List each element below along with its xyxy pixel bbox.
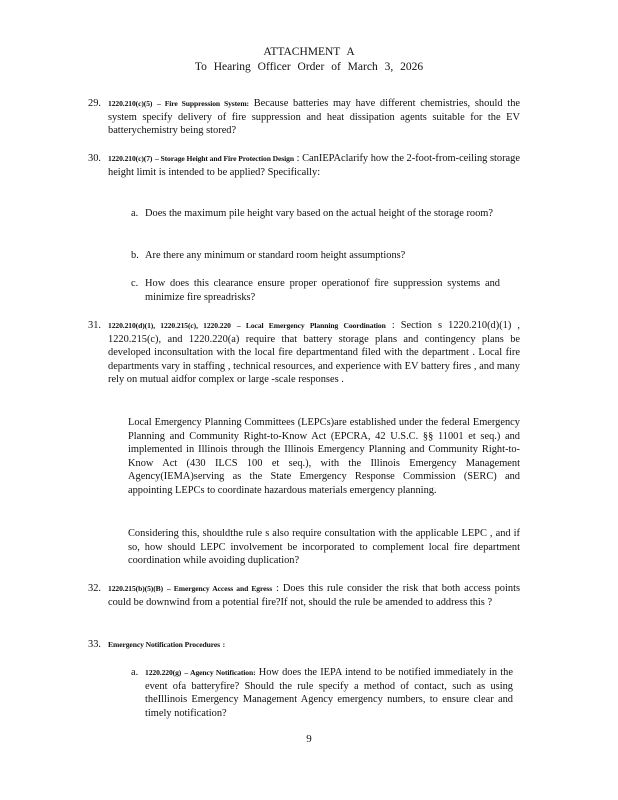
item-body (108, 319, 520, 387)
item-number: 33. (88, 639, 101, 650)
subitem-title: – Agency Notification: (184, 668, 256, 677)
item-31-paragraph-lepc: Local Emergency Planning Committees (LEPCs)are established under the federal Emergency Planning and Community Right-to-Know Act (EPCRA, 42 U.S.C. §§ 11001 et seq.) and implemented in Illinois through the Illinois Emergency Planning and Community Right-to-Know Act (430 ILCS 100 et seq.), with the Illinois Emergency Management Agency(IEMA)serving as the State Emergency Response Commission (SERC) and appointing LEPCs to coordinate hazardous materials emergency planning. (128, 417, 520, 496)
item-title: – Fire Suppression System: (157, 99, 249, 108)
item-29 (88, 97, 520, 138)
subitem-label: b. (131, 250, 139, 261)
subitem-text (145, 666, 513, 720)
item-body (108, 152, 520, 179)
item-body (108, 638, 520, 652)
item-title: – Local Emergency Planning Coordination (236, 321, 386, 330)
rule-reference: 1220.215(b)(5)(B) (108, 584, 164, 593)
section-heading: Emergency Notification Procedures (108, 640, 220, 649)
item-number: 32. (88, 583, 101, 594)
item-31 (88, 319, 520, 387)
item-text: Because batteries may have different chemistries, should the system specify delivery of fire suppression and heat dissipation agents suitable for the EV batterychemistry being stored? (108, 98, 520, 137)
subitem-30c (131, 277, 500, 304)
item-33 (88, 638, 520, 652)
item-30 (88, 152, 520, 179)
subitem-text: How does this clearance ensure proper operationof fire suppression systems and minimize fire spreadrisks? (145, 278, 500, 303)
subitem-label: a. (131, 667, 139, 678)
item-title: – Storage Height and Fire Protection Design (154, 154, 294, 163)
item-number: 30. (88, 153, 101, 164)
item-number: 31. (88, 320, 101, 331)
subitem-30a (131, 207, 500, 221)
rule-reference: 1220.210(c)(7) (108, 154, 153, 163)
rule-reference: 1220.210(c)(5) (108, 99, 153, 108)
item-31-paragraph-question: Considering this, shouldthe rule s also require consultation with the applicable LEPC , and if so, how should LEPC involvement be incorporated to complement local fire department coordination while avoiding duplication? (128, 528, 520, 567)
item-title: – Emergency Access and Egress (166, 584, 273, 593)
rule-reference: 1220.210(d)(1), 1220.215(c), 1220.220 (108, 321, 231, 330)
subitem-label: a. (131, 208, 139, 219)
item-32 (88, 582, 521, 609)
subitem-33a (131, 666, 513, 720)
subitem-body: How does the IEPA intend to be notified immediately in the event ofa batteryfire? Should the rule specify a method of contact, such as using theIllinois Emergency Management Agency emergency numbers, to ensure clear and timely notification? (145, 667, 513, 719)
item-number: 29. (88, 98, 101, 109)
subitem-text: Are there any minimum or standard room height assumptions? (145, 250, 406, 261)
item-text: : Section s 1220.210(d)(1) , 1220.215(c), and 1220.220(a) require that battery storage plans and contingency plans be developed inconsultation with the local fire departmentand filed with the department . Local fire departments vary in staffing , technical resources, and experience with EV battery fires , and many rely on mutual aidfor complex or large -scale responses . (108, 320, 520, 386)
item-text: : Does this rule consider the risk that both access points could be downwind from a potential fire?If not, should the rule be amended to address this ? (108, 583, 521, 608)
item-title: : (222, 640, 226, 649)
item-body (108, 582, 520, 609)
subitem-label: c. (131, 278, 139, 289)
attachment-title: ATTACHMENT A (263, 46, 355, 58)
subitem-30b (131, 249, 500, 263)
subitem-text: Does the maximum pile height vary based on the actual height of the storage room? (145, 208, 493, 219)
rule-reference: 1220.220(g) (145, 668, 182, 677)
page-number: 9 (306, 733, 312, 745)
item-text: : CanIEPAclarify how the 2-foot-from-ceiling storage height limit is intended to be applied? Specifically: (108, 153, 520, 178)
item-body (108, 97, 520, 138)
order-subtitle: To Hearing Officer Order of March 3, 2026 (194, 61, 424, 73)
